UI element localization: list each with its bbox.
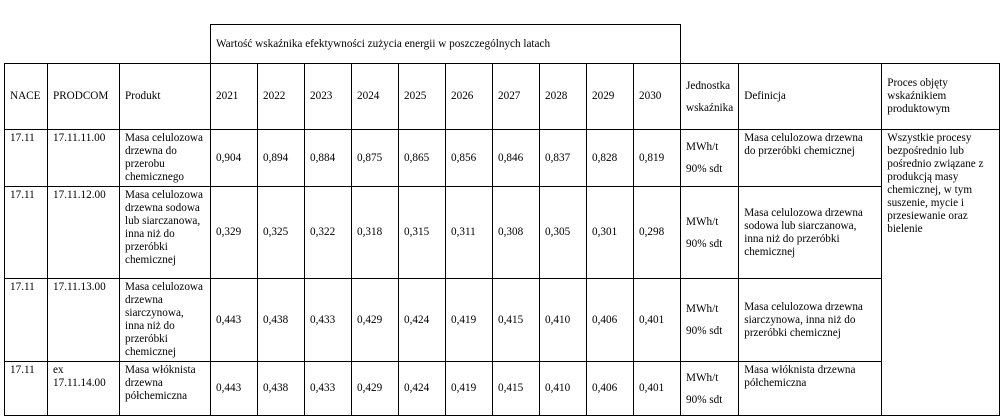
header-jednostka-line2: wskaźnika	[686, 101, 734, 114]
energy-efficiency-table	[4, 24, 1000, 416]
cell-proces: Wszystkie procesy bezpośrednio lub pośrednio związane z produkcją masy chemicznej, w tym suszenie, mycie i przesiewanie oraz bielenie	[882, 130, 1000, 416]
header-year: 2024	[352, 64, 399, 130]
cell-value: 0,305	[540, 187, 587, 279]
cell-value: 0,318	[352, 187, 399, 279]
cell-produkt: Masa celulozowa drzewna do przerobu chemicznego	[120, 130, 211, 187]
title-row	[5, 25, 1000, 64]
cell-value: 0,424	[399, 279, 446, 362]
cell-value: 0,315	[399, 187, 446, 279]
cell-unit	[681, 130, 739, 187]
cell-prodcom: 17.11.12.00	[48, 187, 120, 279]
cell-value: 0,438	[258, 279, 305, 362]
cell-value: 0,419	[446, 279, 493, 362]
header-jednostka-line1: Jednostka	[686, 79, 731, 92]
cell-value: 0,894	[258, 130, 305, 187]
header-year: 2029	[587, 64, 634, 130]
cell-value: 0,415	[493, 362, 540, 416]
cell-definicja: Masa włóknista drzewna półchemiczna	[739, 362, 882, 416]
unit-line1: MWh/t	[686, 215, 719, 228]
cell-value: 0,424	[399, 362, 446, 416]
cell-unit	[681, 187, 739, 279]
header-jednostka	[681, 64, 739, 130]
table-title: Wartość wskaźnika efektywności zużycia energii w poszczególnych latach	[211, 25, 681, 64]
cell-unit	[681, 362, 739, 416]
cell-value: 0,865	[399, 130, 446, 187]
table-row	[5, 279, 1000, 362]
header-row	[5, 64, 1000, 130]
cell-value: 0,443	[211, 362, 258, 416]
cell-value: 0,438	[258, 362, 305, 416]
cell-value: 0,406	[587, 279, 634, 362]
cell-value: 0,322	[305, 187, 352, 279]
empty-corner-right	[681, 25, 1000, 64]
empty-corner	[5, 25, 211, 64]
header-proces: Proces objęty wskaźnikiem produktowym	[882, 64, 1000, 130]
cell-value: 0,401	[634, 362, 681, 416]
cell-produkt: Masa celulozowa drzewna siarczynowa, inna niż do przeróbki chemicznej	[120, 279, 211, 362]
cell-value: 0,406	[587, 362, 634, 416]
cell-value: 0,904	[211, 130, 258, 187]
cell-value: 0,298	[634, 187, 681, 279]
cell-nace: 17.11	[5, 130, 48, 187]
header-year: 2030	[634, 64, 681, 130]
cell-definicja: Masa celulozowa drzewna sodowa lub siarczanowa, inna niż do przeróbki chemicznej	[739, 187, 882, 279]
table-row	[5, 130, 1000, 187]
header-produkt: Produkt	[120, 64, 211, 130]
unit-line2: 90% sdt	[686, 393, 723, 406]
cell-value: 0,419	[446, 362, 493, 416]
cell-value: 0,301	[587, 187, 634, 279]
cell-value: 0,401	[634, 279, 681, 362]
unit-line2: 90% sdt	[686, 237, 723, 250]
header-year: 2021	[211, 64, 258, 130]
header-definicja: Definicja	[739, 64, 882, 130]
cell-value: 0,410	[540, 279, 587, 362]
table-row	[5, 362, 1000, 416]
cell-value: 0,819	[634, 130, 681, 187]
cell-value: 0,329	[211, 187, 258, 279]
cell-unit	[681, 279, 739, 362]
cell-value: 0,325	[258, 187, 305, 279]
header-year: 2023	[305, 64, 352, 130]
header-year: 2025	[399, 64, 446, 130]
table-row	[5, 187, 1000, 279]
unit-line2: 90% sdt	[686, 163, 723, 175]
cell-value: 0,856	[446, 130, 493, 187]
cell-nace: 17.11	[5, 362, 48, 416]
cell-produkt: Masa włóknista drzewna półchemiczna	[120, 362, 211, 416]
cell-nace: 17.11	[5, 187, 48, 279]
header-year: 2022	[258, 64, 305, 130]
header-nace: NACE	[5, 64, 48, 130]
cell-value: 0,410	[540, 362, 587, 416]
cell-definicja: Masa celulozowa drzewna siarczynowa, inna niż do przeróbki chemicznej	[739, 279, 882, 362]
cell-value: 0,308	[493, 187, 540, 279]
unit-line1: MWh/t	[686, 371, 719, 384]
cell-produkt: Masa celulozowa drzewna sodowa lub siarczanowa, inna niż do przeróbki chemicznej	[120, 187, 211, 279]
cell-value: 0,433	[305, 362, 352, 416]
cell-nace: 17.11	[5, 279, 48, 362]
cell-value: 0,837	[540, 130, 587, 187]
unit-line1: MWh/t	[686, 303, 719, 315]
header-prodcom: PRODCOM	[48, 64, 120, 130]
cell-prodcom: 17.11.13.00	[48, 279, 120, 362]
cell-value: 0,443	[211, 279, 258, 362]
header-year: 2026	[446, 64, 493, 130]
cell-value: 0,429	[352, 362, 399, 416]
header-year: 2027	[493, 64, 540, 130]
cell-prodcom: ex 17.11.14.00	[48, 362, 120, 416]
cell-value: 0,429	[352, 279, 399, 362]
cell-value: 0,846	[493, 130, 540, 187]
cell-definicja: Masa celulozowa drzewna do przeróbki chemicznej	[739, 130, 882, 187]
cell-value: 0,875	[352, 130, 399, 187]
cell-value: 0,433	[305, 279, 352, 362]
header-year: 2028	[540, 64, 587, 130]
cell-value: 0,884	[305, 130, 352, 187]
cell-value: 0,311	[446, 187, 493, 279]
cell-prodcom: 17.11.11.00	[48, 130, 120, 187]
cell-value: 0,415	[493, 279, 540, 362]
cell-value: 0,828	[587, 130, 634, 187]
unit-line1: MWh/t	[686, 141, 719, 153]
unit-line2: 90% sdt	[686, 325, 723, 337]
